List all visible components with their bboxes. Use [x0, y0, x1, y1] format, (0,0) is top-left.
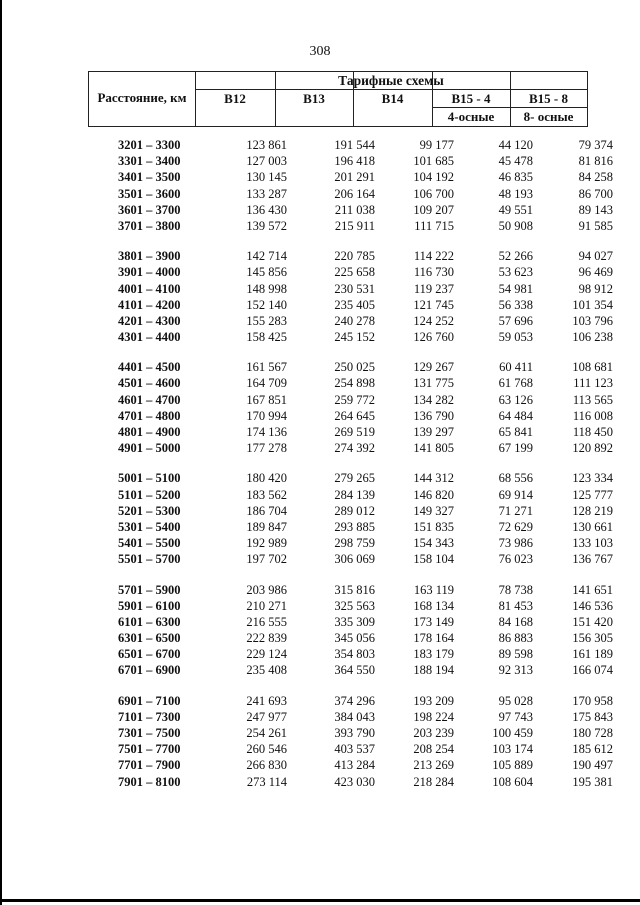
value-b14: 114 222: [413, 249, 454, 264]
value-b12: 127 003: [246, 154, 287, 169]
row-group: [100, 470, 613, 567]
value-b13: 235 405: [334, 297, 375, 312]
value-b13: 306 069: [334, 552, 375, 567]
value-b13: 201 291: [334, 170, 375, 185]
value-b15-4: 63 126: [498, 392, 533, 407]
value-b14: 144 312: [413, 471, 454, 486]
value-b15-8: 84 258: [578, 170, 613, 185]
distance-range: 5101 – 5200: [118, 487, 181, 502]
table-body: [100, 137, 613, 804]
table-row: [100, 725, 613, 741]
value-b15-8: 141 651: [572, 582, 613, 597]
table-row: [100, 329, 613, 345]
value-b14: 124 252: [413, 313, 454, 328]
distance-range: 4801 – 4900: [118, 425, 181, 439]
col-header-b12: В12: [224, 91, 246, 106]
table-row: [100, 662, 613, 678]
distance-range: 4201 – 4300: [118, 313, 181, 328]
table-row: [100, 709, 613, 725]
value-b12: 136 430: [246, 202, 287, 217]
table-row: [100, 630, 613, 646]
value-b12: 155 283: [246, 313, 287, 328]
value-b13: 264 645: [334, 408, 375, 423]
value-b14: 104 192: [413, 170, 454, 185]
value-b15-8: 166 074: [572, 663, 613, 678]
value-b15-8: 125 777: [572, 487, 613, 502]
table-row: [100, 757, 613, 773]
value-b14: 163 119: [413, 582, 454, 597]
distance-range: 3901 – 4000: [118, 265, 181, 280]
value-b14: 121 745: [413, 297, 454, 312]
value-b15-4: 50 908: [498, 218, 533, 233]
table-row: [100, 264, 613, 280]
value-b13: 215 911: [334, 218, 375, 233]
table-row: [100, 582, 613, 598]
value-b13: 191 544: [334, 138, 375, 152]
value-b15-8: 96 469: [578, 265, 613, 280]
table-row: [100, 503, 613, 519]
distance-range: 4901 – 5000: [118, 441, 181, 456]
value-b14: 136 790: [413, 408, 454, 423]
value-b15-4: 86 883: [498, 631, 533, 646]
distance-range: 4701 – 4800: [118, 408, 181, 423]
value-b12: 247 977: [246, 709, 287, 724]
value-b12: 164 709: [246, 376, 287, 391]
value-b15-8: 146 536: [572, 598, 613, 613]
value-b15-8: 103 796: [572, 313, 613, 328]
value-b15-4: 71 271: [498, 503, 533, 518]
distance-range: 4601 – 4700: [118, 392, 181, 407]
value-b15-4: 48 193: [498, 186, 533, 201]
table-row: [100, 519, 613, 535]
table-row: [100, 169, 613, 185]
value-b12: 203 986: [246, 582, 287, 597]
value-b15-4: 105 889: [492, 758, 533, 773]
value-b15-8: 86 700: [578, 186, 613, 201]
table-row: [100, 487, 613, 503]
header-divider: [432, 107, 587, 108]
value-b14: 158 104: [413, 552, 454, 567]
value-b14: 126 760: [413, 330, 454, 345]
distance-range: 7301 – 7500: [118, 726, 181, 740]
row-group: [100, 359, 613, 456]
value-b15-8: 98 912: [578, 281, 613, 296]
value-b15-4: 65 841: [498, 425, 533, 439]
value-b15-8: 108 681: [572, 360, 613, 375]
value-b15-4: 108 604: [492, 774, 533, 789]
value-b12: 177 278: [246, 441, 287, 456]
value-b15-8: 81 816: [578, 154, 613, 169]
distance-range: 7101 – 7300: [118, 709, 181, 724]
table-row: [100, 281, 613, 297]
row-group: [100, 582, 613, 679]
value-b12: 152 140: [246, 297, 287, 312]
value-b14: 154 343: [413, 536, 454, 551]
distance-range: 6901 – 7100: [118, 693, 181, 708]
value-b15-8: 79 374: [578, 138, 613, 152]
value-b13: 206 164: [334, 186, 375, 201]
value-b13: 354 803: [334, 647, 375, 662]
distance-range: 5001 – 5100: [118, 471, 181, 486]
value-b14: 116 730: [413, 265, 454, 280]
distance-range: 6301 – 6500: [118, 631, 181, 646]
value-b15-4: 81 453: [498, 598, 533, 613]
value-b14: 119 237: [413, 281, 454, 296]
value-b12: 174 136: [246, 425, 287, 439]
distance-range: 3401 – 3500: [118, 170, 181, 185]
distance-header: Расстояние, км: [97, 90, 187, 105]
value-b15-4: 78 738: [498, 582, 533, 597]
value-b14: 198 224: [413, 709, 454, 724]
value-b12: 133 287: [246, 186, 287, 201]
table-row: [100, 375, 613, 391]
table-row: [100, 535, 613, 551]
value-b15-4: 60 411: [499, 360, 533, 375]
value-b15-8: 111 123: [573, 376, 613, 391]
value-b15-8: 170 958: [572, 693, 613, 708]
distance-range: 5201 – 5300: [118, 503, 181, 518]
value-b14: 193 209: [413, 693, 454, 708]
value-b13: 413 284: [334, 758, 375, 773]
value-b14: 218 284: [413, 774, 454, 789]
table-row: [100, 392, 613, 408]
value-b12: 130 145: [246, 170, 287, 185]
value-b13: 240 278: [334, 313, 375, 328]
distance-range: 6501 – 6700: [118, 647, 181, 662]
value-b14: 99 177: [419, 138, 454, 152]
value-b13: 298 759: [334, 536, 375, 551]
value-b12: 158 425: [246, 330, 287, 345]
distance-range: 5901 – 6100: [118, 598, 181, 613]
value-b12: 192 989: [246, 536, 287, 551]
value-b14: 139 297: [413, 425, 454, 439]
value-b13: 384 043: [334, 709, 375, 724]
value-b13: 345 056: [334, 631, 375, 646]
value-b14: 111 715: [414, 218, 454, 233]
value-b13: 245 152: [334, 330, 375, 345]
value-b12: 273 114: [246, 774, 287, 789]
value-b12: 235 408: [246, 663, 287, 678]
table-row: [100, 424, 613, 440]
distance-range: 3201 – 3300: [118, 138, 181, 152]
value-b15-8: 113 565: [572, 392, 613, 407]
value-b13: 230 531: [334, 281, 375, 296]
value-b12: 254 261: [246, 726, 287, 740]
value-b12: 241 693: [246, 693, 287, 708]
distance-range: 5401 – 5500: [118, 536, 181, 551]
value-b15-8: 175 843: [572, 709, 613, 724]
value-b15-4: 57 696: [498, 313, 533, 328]
row-group: [100, 248, 613, 345]
value-b15-4: 89 598: [498, 647, 533, 662]
distance-range: 4301 – 4400: [118, 330, 181, 345]
table-row: [100, 186, 613, 202]
value-b13: 269 519: [334, 425, 375, 439]
value-b15-8: 185 612: [572, 742, 613, 757]
value-b15-4: 54 981: [498, 281, 533, 296]
table-row: [100, 741, 613, 757]
value-b13: 293 885: [334, 519, 375, 534]
row-group: [100, 137, 613, 234]
table-row: [100, 646, 613, 662]
table-row: [100, 153, 613, 169]
distance-range: 4001 – 4100: [118, 281, 181, 296]
value-b15-4: 61 768: [498, 376, 533, 391]
value-b14: 203 239: [413, 726, 454, 740]
table-row: [100, 137, 613, 153]
value-b13: 423 030: [334, 774, 375, 789]
tariff-schemes-header: Тарифные схемы: [338, 73, 444, 88]
value-b15-4: 84 168: [498, 614, 533, 629]
value-b13: 274 392: [334, 441, 375, 456]
distance-range: 5701 – 5900: [118, 582, 181, 597]
table-row: [100, 440, 613, 456]
value-b13: 284 139: [334, 487, 375, 502]
value-b15-4: 52 266: [498, 249, 533, 264]
value-b15-8: 101 354: [572, 297, 613, 312]
value-b12: 197 702: [246, 552, 287, 567]
value-b15-8: 156 305: [572, 631, 613, 646]
distance-range: 7501 – 7700: [118, 742, 181, 757]
value-b15-8: 118 450: [572, 425, 613, 439]
value-b15-4: 68 556: [498, 471, 533, 486]
value-b12: 170 994: [246, 408, 287, 423]
value-b15-8: 195 381: [572, 774, 613, 789]
value-b12: 161 567: [246, 360, 287, 375]
value-b15-8: 128 219: [572, 503, 613, 518]
value-b13: 364 550: [334, 663, 375, 678]
value-b15-4: 103 174: [492, 742, 533, 757]
header-divider: [195, 89, 587, 90]
col-header-b15-4: В15 - 4: [451, 91, 491, 106]
value-b15-8: 133 103: [572, 536, 613, 551]
value-b14: 149 327: [413, 503, 454, 518]
value-b14: 141 805: [413, 441, 454, 456]
value-b13: 289 012: [334, 503, 375, 518]
col-subheader-4-axle: 4-осные: [447, 109, 495, 124]
table-row: [100, 218, 613, 234]
table-row: [100, 408, 613, 424]
table-row: [100, 313, 613, 329]
distance-range: 7701 – 7900: [118, 758, 181, 773]
value-b12: 183 562: [246, 487, 287, 502]
value-b15-4: 59 053: [498, 330, 533, 345]
table-header: [88, 71, 588, 127]
value-b14: 183 179: [413, 647, 454, 662]
value-b14: 208 254: [413, 742, 454, 757]
distance-range: 4101 – 4200: [118, 297, 181, 312]
value-b14: 178 164: [413, 631, 454, 646]
value-b15-8: 116 008: [572, 408, 613, 423]
value-b13: 315 816: [334, 582, 375, 597]
table-row: [100, 248, 613, 264]
value-b14: 101 685: [413, 154, 454, 169]
value-b12: 210 271: [246, 598, 287, 613]
value-b12: 167 851: [246, 392, 287, 407]
table-row: [100, 359, 613, 375]
scan-left-edge: [0, 0, 2, 905]
value-b14: 188 194: [413, 663, 454, 678]
value-b12: 266 830: [246, 758, 287, 773]
value-b13: 374 296: [334, 693, 375, 708]
value-b14: 106 700: [413, 186, 454, 201]
value-b15-8: 91 585: [578, 218, 613, 233]
table-row: [100, 614, 613, 630]
col-header-b14: В14: [381, 91, 404, 106]
value-b12: 222 839: [246, 631, 287, 646]
value-b13: 393 790: [334, 726, 375, 740]
distance-range: 6701 – 6900: [118, 663, 181, 678]
value-b15-8: 136 767: [572, 552, 613, 567]
distance-range: 3601 – 3700: [118, 202, 181, 217]
value-b15-8: 161 189: [572, 647, 613, 662]
value-b15-4: 95 028: [498, 693, 533, 708]
distance-range: 3801 – 3900: [118, 249, 181, 264]
scan-bottom-edge: [0, 899, 640, 902]
value-b13: 196 418: [334, 154, 375, 169]
value-b12: 139 572: [246, 218, 287, 233]
distance-range: 3501 – 3600: [118, 186, 181, 201]
value-b12: 123 861: [246, 138, 287, 152]
value-b13: 220 785: [334, 249, 375, 264]
value-b15-4: 76 023: [498, 552, 533, 567]
value-b12: 142 714: [246, 249, 287, 264]
value-b13: 259 772: [334, 392, 375, 407]
value-b12: 180 420: [246, 471, 287, 486]
value-b13: 335 309: [334, 614, 375, 629]
value-b15-4: 56 338: [498, 297, 533, 312]
distance-range: 6101 – 6300: [118, 614, 181, 629]
value-b12: 229 124: [246, 647, 287, 662]
value-b12: 260 546: [246, 742, 287, 757]
value-b12: 186 704: [246, 503, 287, 518]
value-b15-8: 190 497: [572, 758, 613, 773]
value-b14: 146 820: [413, 487, 454, 502]
value-b13: 279 265: [334, 471, 375, 486]
table-row: [100, 774, 613, 790]
value-b15-4: 46 835: [498, 170, 533, 185]
value-b14: 173 149: [413, 614, 454, 629]
value-b15-8: 120 892: [572, 441, 613, 456]
value-b13: 225 658: [334, 265, 375, 280]
value-b15-4: 67 199: [498, 441, 533, 456]
page-number: 308: [309, 44, 331, 59]
distance-range: 4501 – 4600: [118, 376, 181, 391]
value-b15-4: 92 313: [498, 663, 533, 678]
table-row: [100, 297, 613, 313]
value-b12: 216 555: [246, 614, 287, 629]
table-row: [100, 693, 613, 709]
distance-range: 7901 – 8100: [118, 774, 181, 789]
value-b15-4: 44 120: [498, 138, 533, 152]
value-b13: 325 563: [334, 598, 375, 613]
table-row: [100, 598, 613, 614]
value-b15-8: 123 334: [572, 471, 613, 486]
value-b15-8: 130 661: [572, 519, 613, 534]
value-b13: 250 025: [334, 360, 375, 375]
value-b13: 403 537: [334, 742, 375, 757]
value-b14: 109 207: [413, 202, 454, 217]
value-b15-4: 100 459: [492, 726, 533, 740]
distance-range: 5501 – 5700: [118, 552, 181, 567]
value-b15-8: 106 238: [572, 330, 613, 345]
value-b15-4: 97 743: [498, 709, 533, 724]
value-b14: 129 267: [413, 360, 454, 375]
value-b15-4: 45 478: [498, 154, 533, 169]
col-header-b15-8: В15 - 8: [529, 91, 568, 106]
table-row: [100, 551, 613, 567]
distance-range: 5301 – 5400: [118, 519, 181, 534]
value-b15-4: 72 629: [498, 519, 533, 534]
value-b14: 168 134: [413, 598, 454, 613]
value-b14: 151 835: [413, 519, 454, 534]
value-b15-8: 151 420: [572, 614, 613, 629]
value-b13: 254 898: [334, 376, 375, 391]
value-b15-8: 180 728: [572, 726, 613, 740]
value-b15-4: 73 986: [498, 536, 533, 551]
value-b12: 189 847: [246, 519, 287, 534]
value-b15-8: 94 027: [578, 249, 613, 264]
value-b14: 134 282: [413, 392, 454, 407]
table-row: [100, 202, 613, 218]
value-b15-8: 89 143: [578, 202, 613, 217]
col-subheader-8-axle: 8- осные: [523, 109, 574, 124]
row-group: [100, 693, 613, 790]
value-b12: 148 998: [246, 281, 287, 296]
distance-range: 3301 – 3400: [118, 154, 181, 169]
value-b14: 131 775: [413, 376, 454, 391]
value-b15-4: 49 551: [498, 202, 533, 217]
value-b15-4: 69 914: [498, 487, 533, 502]
value-b12: 145 856: [246, 265, 287, 280]
table-row: [100, 470, 613, 486]
distance-range: 4401 – 4500: [118, 360, 181, 375]
distance-range: 3701 – 3800: [118, 218, 181, 233]
col-header-b13: В13: [303, 91, 325, 106]
value-b13: 211 038: [334, 202, 375, 217]
value-b15-4: 64 484: [498, 408, 533, 423]
value-b15-4: 53 623: [498, 265, 533, 280]
value-b14: 213 269: [413, 758, 454, 773]
